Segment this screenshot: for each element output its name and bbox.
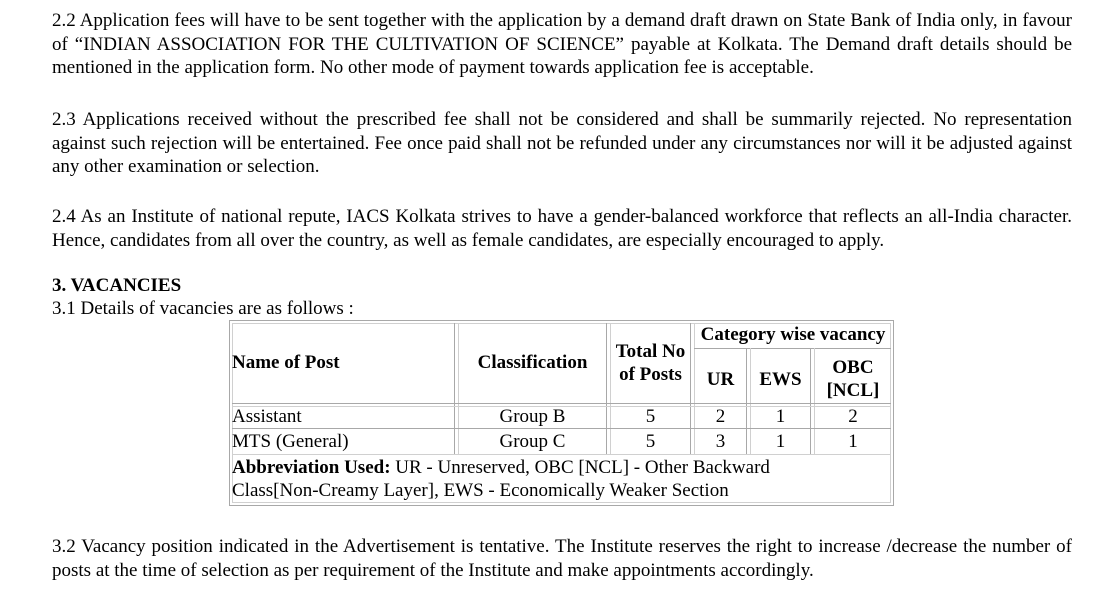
paragraph-3-2: 3.2 Vacancy position indicated in the Advertisement is tentative. The Institute reserves the right to increase /decrease the number of posts at the time of selection as per requirement of the Institute and make appointments accordingly. bbox=[52, 536, 1072, 581]
table-cell-obc: 1 bbox=[848, 431, 858, 452]
header-total-line2: of Posts bbox=[619, 364, 682, 385]
paragraph-2-4: 2.4 As an Institute of national repute, IACS Kolkata strives to have a gender-balanced workforce that reflects an all-India character. Hence, candidates from all over the country, as well as female candidates, are especially encouraged to apply. bbox=[52, 206, 1072, 251]
header-ews: EWS bbox=[759, 369, 802, 390]
paragraph-3-1: 3.1 Details of vacancies are as follows : bbox=[52, 298, 354, 319]
abbreviation-line-2: Class[Non-Creamy Layer], EWS - Economically Weaker Section bbox=[232, 480, 729, 501]
abbreviation-label: Abbreviation Used: bbox=[232, 457, 391, 478]
table-cell-post: Assistant bbox=[232, 406, 302, 427]
abbreviation-line-1 bbox=[232, 456, 770, 479]
header-category-wise-vacancy: Category wise vacancy bbox=[700, 324, 886, 345]
section-heading-vacancies: 3. VACANCIES bbox=[52, 275, 182, 296]
table-cell-ews: 1 bbox=[775, 406, 786, 427]
header-obc-line2: [NCL] bbox=[826, 380, 880, 401]
header-ur: UR bbox=[706, 369, 735, 390]
paragraph-2-3: 2.3 Applications received without the prescribed fee shall not be considered and shall be summarily rejected. No representation against such rejection will be entertained. Fee once paid shall not be refunded under any circumstances nor will it be adjusted against any other examination or selection. bbox=[52, 109, 1072, 177]
table-cell-post: MTS (General) bbox=[232, 431, 349, 452]
table-cell-ur: 2 bbox=[715, 406, 726, 427]
header-name-of-post: Name of Post bbox=[232, 352, 340, 373]
header-total-line1: Total No bbox=[615, 341, 686, 362]
table-cell-total: 5 bbox=[645, 431, 656, 452]
table-cell-obc: 2 bbox=[848, 406, 858, 427]
table-cell-total: 5 bbox=[645, 406, 656, 427]
vacancy-table bbox=[229, 320, 894, 506]
header-classification: Classification bbox=[477, 352, 588, 373]
table-cell-classification: Group B bbox=[499, 406, 566, 427]
table-cell-ur: 3 bbox=[715, 431, 726, 452]
header-obc-line1: OBC bbox=[832, 357, 874, 378]
paragraph-2-2: 2.2 Application fees will have to be sent together with the application by a demand draft drawn on State Bank of India only, in favour of “INDIAN ASSOCIATION FOR THE CULTIVATION OF SCIENCE” payable at Kolkata. The Demand draft details should be mentioned in the application form. No other mode of payment towards application fee is acceptable. bbox=[52, 10, 1072, 78]
table-cell-classification: Group C bbox=[499, 431, 566, 452]
table-cell-ews: 1 bbox=[775, 431, 786, 452]
abbreviation-text-1: UR - Unreserved, OBC [NCL] - Other Backward bbox=[390, 457, 770, 478]
